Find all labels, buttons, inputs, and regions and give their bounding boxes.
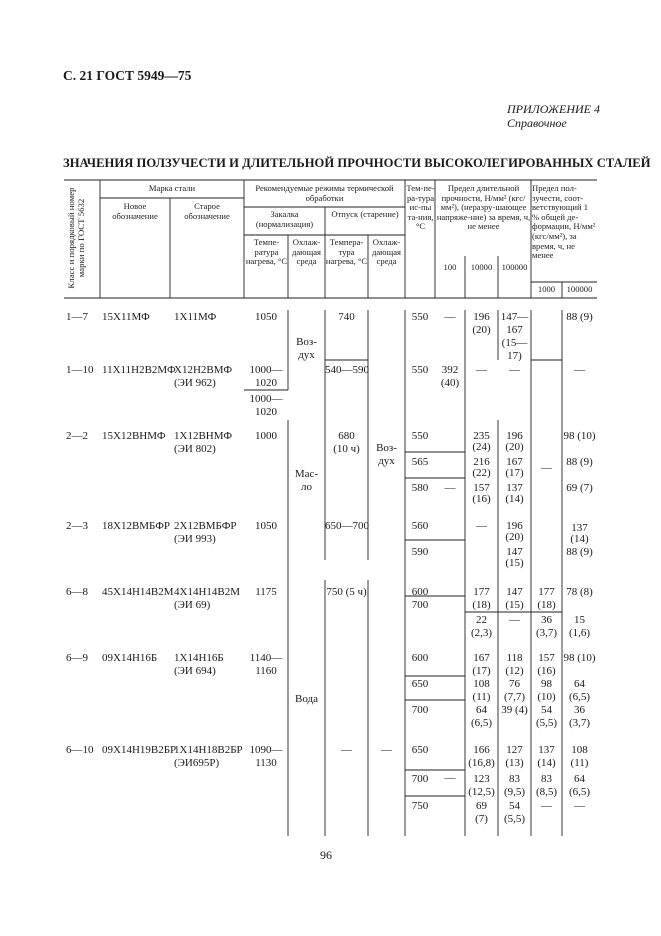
row-test-temp: 550 xyxy=(411,311,429,323)
row-strength-100000: (20) xyxy=(505,531,524,543)
test-temp-header: Тем-пе-ра-тура ис-пы та-ния, °C xyxy=(406,183,435,232)
row-creep-1000: 157 xyxy=(538,652,555,664)
row-test-temp: 565 xyxy=(411,456,429,468)
row-creep-100000: 98 (10) xyxy=(563,652,596,664)
row-quench-medium: дух xyxy=(298,349,315,361)
row-temper-medium: Воз- xyxy=(376,442,397,454)
row-strength-100000: (17) xyxy=(505,467,524,479)
row-class: 6—9 xyxy=(66,652,88,664)
row-creep-1000: (10) xyxy=(537,691,556,703)
row-strength-100000: 83 xyxy=(509,773,520,785)
row-strength-10000: — xyxy=(476,520,487,532)
appendix-note: Справочное xyxy=(507,116,567,130)
row-test-temp: 700 xyxy=(411,704,429,716)
row-quench-temp-alt: 1000— xyxy=(249,393,283,405)
row-old-grade: (ЭИ 802) xyxy=(174,443,216,455)
row-strength-10000: (12,5) xyxy=(468,786,495,798)
row-test-temp: 700 xyxy=(411,599,429,611)
row-temper-temp: 740 xyxy=(338,311,355,323)
row-strength-10000: 123 xyxy=(473,773,490,785)
row-quench-temp: 1090— xyxy=(249,744,283,756)
row-test-temp: 550 xyxy=(411,364,429,376)
row-temper-temp: 680 xyxy=(338,430,355,442)
row-creep-100000: 36 xyxy=(574,704,585,716)
heat-treatment-header: Рекомендуемые режимы термической обработки xyxy=(255,183,394,203)
row-test-temp: 550 xyxy=(411,430,429,442)
row-creep-1000: (18) xyxy=(537,599,556,611)
row-creep-1000: 137 xyxy=(538,744,555,756)
row-quench-medium: Вода xyxy=(295,693,318,705)
row-temper-temp: 750 (5 ч) xyxy=(326,586,367,598)
row-creep-100000: 78 (8) xyxy=(566,586,593,598)
row-strength-100000: (12) xyxy=(505,665,524,677)
row-strength-10000: 235 xyxy=(473,430,490,442)
strength-col-100: 100 xyxy=(443,262,457,272)
row-test-temp: 580 xyxy=(411,482,429,494)
row-creep-100000: — xyxy=(574,364,585,376)
old-designation-header: Старое обозначение xyxy=(184,201,230,221)
new-designation-header: Новое обозначение xyxy=(112,201,158,221)
row-strength-100000: 167 xyxy=(506,456,523,468)
row-quench-temp: 1130 xyxy=(255,757,277,769)
quench-medium-header: Охлаж-дающая среда xyxy=(292,237,321,267)
row-quench-temp: 1160 xyxy=(255,665,277,677)
row-strength-100000: — xyxy=(509,614,520,626)
row-creep-1000: (16) xyxy=(537,665,556,677)
row-creep-100000: (6,5) xyxy=(568,691,591,703)
row-strength-10000: — xyxy=(476,364,487,376)
row-strength-10000: (16) xyxy=(472,493,491,505)
row-old-grade: 1Х12ВНМФ xyxy=(174,430,233,442)
row-creep-100000: (3,7) xyxy=(568,717,591,729)
row-test-temp: 590 xyxy=(411,546,429,558)
quenching-header: Закалка (нормализация) xyxy=(255,209,314,229)
row-strength-100000: (15) xyxy=(505,557,524,569)
row-test-temp: 560 xyxy=(411,520,429,532)
row-strength-10000: (20) xyxy=(472,324,491,336)
row-test-temp: 600 xyxy=(411,652,429,664)
row-creep-100000: 64 xyxy=(574,773,585,785)
row-old-grade: 1Х11МФ xyxy=(174,311,217,323)
row-creep-100000: 137 xyxy=(571,522,588,534)
row-strength-100: — xyxy=(444,772,456,784)
row-strength-100: 392 xyxy=(441,364,459,376)
row-test-temp: 650 xyxy=(411,678,429,690)
row-old-grade: 4Х14Н14В2М xyxy=(174,586,241,598)
strength-col-10000: 10000 xyxy=(470,262,493,272)
page-header: С. 21 ГОСТ 5949—75 xyxy=(63,68,192,83)
row-creep-100000: 88 (9) xyxy=(566,546,593,558)
row-strength-10000: 64 xyxy=(476,704,487,716)
row-strength-10000: 69 xyxy=(476,800,487,812)
row-class: 1—10 xyxy=(66,364,94,376)
row-strength-100000: (20) xyxy=(505,441,524,453)
row-strength-100: (40) xyxy=(440,377,460,389)
row-strength-100000: 137 xyxy=(506,482,523,494)
row-class: 6—8 xyxy=(66,586,88,598)
row-strength-10000: (11) xyxy=(472,691,491,703)
row-quench-temp: 1000 xyxy=(255,430,277,442)
row-new-grade: 45Х14Н14В2М xyxy=(102,586,174,598)
row-old-grade: (ЭИ 993) xyxy=(174,533,216,545)
row-temper-temp: (10 ч) xyxy=(333,443,360,455)
row-quench-medium: Мас- xyxy=(294,468,319,480)
row-creep-1000: (8,5) xyxy=(535,786,558,798)
row-temper-temp: — xyxy=(341,744,352,756)
row-strength-100000: 118 xyxy=(506,652,523,664)
row-test-temp: 650 xyxy=(411,744,429,756)
creep-col-1000: 1000 xyxy=(537,284,556,294)
temper-temp-header: Темпера-тура нагрева, °C xyxy=(325,237,368,267)
row-creep-100000: 64 xyxy=(574,678,585,690)
row-strength-100000: (7,7) xyxy=(503,691,526,703)
appendix-label: ПРИЛОЖЕНИЕ 4 xyxy=(507,102,600,116)
row-creep-1000: — xyxy=(541,800,552,812)
row-creep-1000: (14) xyxy=(537,757,556,769)
strength-col-100000: 100000 xyxy=(501,262,528,272)
row-strength-10000: 157 xyxy=(473,482,490,494)
row-strength-10000: (6,5) xyxy=(470,717,493,729)
row-old-grade: (ЭИ695Р) xyxy=(174,757,220,769)
row-strength-100000: — xyxy=(509,364,520,376)
row-strength-100000: 196 xyxy=(506,430,523,442)
row-strength-100000: (15— xyxy=(501,337,528,349)
row-creep-100000: — xyxy=(574,800,585,812)
row-strength-100000: 17) xyxy=(507,350,522,362)
row-strength-10000: (16,8) xyxy=(468,757,495,769)
row-quench-temp: 1175 xyxy=(255,586,277,598)
row-strength-10000: (17) xyxy=(472,665,491,677)
class-column-header: Класс и порядковый номер марки по ГОСТ 5632 xyxy=(66,187,86,289)
row-strength-100000: (13) xyxy=(505,757,524,769)
row-creep-100000: (6,5) xyxy=(568,786,591,798)
row-strength-100000: 54 xyxy=(509,800,520,812)
row-strength-10000: 167 xyxy=(473,652,490,664)
row-creep-1000: (5,5) xyxy=(535,717,558,729)
row-strength-10000: (2,3) xyxy=(470,627,493,639)
row-class: 6—10 xyxy=(66,744,94,756)
row-strength-10000: 166 xyxy=(473,744,490,756)
row-creep-1000: 83 xyxy=(541,773,552,785)
row-strength-10000: 196 xyxy=(473,311,490,323)
row-quench-temp-alt: 1020 xyxy=(255,406,277,418)
row-new-grade: 15Х12ВНМФ xyxy=(102,430,166,442)
row-quench-medium: Воз- xyxy=(296,336,317,348)
row-strength-100000: 127 xyxy=(506,744,523,756)
row-strength-100000: (9,5) xyxy=(503,786,526,798)
row-strength-10000: (24) xyxy=(472,441,491,453)
row-class: 2—3 xyxy=(66,520,88,532)
row-strength-100000: 76 xyxy=(509,678,520,690)
row-temper-medium: — xyxy=(381,744,392,756)
row-quench-temp: 1050 xyxy=(255,311,277,323)
row-quench-temp: 1000— xyxy=(249,364,283,376)
row-strength-100000: 147 xyxy=(506,546,523,558)
row-creep-100000: 88 (9) xyxy=(566,311,593,323)
row-test-temp: 600 xyxy=(411,586,429,598)
row-creep-100000: (11) xyxy=(570,757,589,769)
row-class: 2—2 xyxy=(66,430,88,442)
row-creep-1000: 177 xyxy=(538,586,555,598)
row-strength-10000: 216 xyxy=(473,456,490,468)
page-number: 96 xyxy=(320,848,332,862)
row-creep-100000: (1,6) xyxy=(568,627,591,639)
row-creep-100000: 108 xyxy=(571,744,588,756)
table-title: ЗНАЧЕНИЯ ПОЛЗУЧЕСТИ И ДЛИТЕЛЬНОЙ ПРОЧНОСТИ ВЫСОКОЛЕГИРОВАННЫХ СТАЛЕЙ xyxy=(63,156,651,170)
row-strength-100000: 196 xyxy=(506,520,523,532)
row-strength-100000: 167 xyxy=(506,324,523,336)
row-strength-100: — xyxy=(444,311,456,323)
row-temper-temp: 540—590 xyxy=(325,364,369,376)
row-strength-10000: 177 xyxy=(473,586,490,598)
row-creep-1000: 54 xyxy=(541,704,552,716)
row-new-grade: 09Х14Н19В2БР xyxy=(102,744,177,756)
row-quench-temp: 1140— xyxy=(249,652,283,664)
row-strength-100000: (14) xyxy=(505,493,524,505)
row-old-grade: (ЭИ 69) xyxy=(174,599,211,611)
row-quench-temp: 1020 xyxy=(255,377,277,389)
row-quench-temp: 1050 xyxy=(255,520,277,532)
strength-header: Предел длительной прочности, Н/мм² (кгс/мм²), (неразру-шающее напряже-ние) за время, ч, не менее xyxy=(436,183,531,232)
row-creep-1000: 98 xyxy=(541,678,552,690)
row-strength-100000: 147— xyxy=(500,311,529,323)
row-creep-100000: 88 (9) xyxy=(566,456,593,468)
row-new-grade: 15Х11МФ xyxy=(102,311,150,323)
row-new-grade: 09Х14Н16Б xyxy=(102,652,158,664)
row-strength-10000: 22 xyxy=(476,614,487,626)
row-creep-100000: 15 xyxy=(574,614,585,626)
row-old-grade: 1Х14Н16Б xyxy=(174,652,224,664)
row-creep-100000: (14) xyxy=(570,533,589,545)
row-old-grade: 1Х14Н18В2БР xyxy=(174,744,243,756)
row-class: 1—7 xyxy=(66,311,88,323)
row-new-grade: 18Х12ВМБФР xyxy=(102,520,171,532)
row-strength-100000: (5,5) xyxy=(503,813,526,825)
row-test-temp: 700 xyxy=(411,773,429,785)
row-creep-1000: (3,7) xyxy=(535,627,558,639)
row-creep-1000: 36 xyxy=(541,614,552,626)
row-strength-100: — xyxy=(444,482,456,494)
row-new-grade: 11Х11Н2В2МФ xyxy=(102,364,176,376)
row-strength-10000: (22) xyxy=(472,467,491,479)
row-strength-10000: (7) xyxy=(475,813,488,825)
creep-header: Предел пол-зучести, соот-ветствующий 1 % общей де-формации, Н/мм² (кгс/мм²), за время, ч, не менее xyxy=(532,183,596,261)
steel-grade-header: Марка стали xyxy=(148,183,196,193)
row-test-temp: 750 xyxy=(411,800,429,812)
row-creep-100000: 69 (7) xyxy=(566,482,593,494)
row-strength-100000: (15) xyxy=(505,599,524,611)
row-temper-temp: 650—700 xyxy=(325,520,369,532)
quench-temp-header: Темпе-ратура нагрева, °C xyxy=(245,237,288,267)
temper-medium-header: Охлаж-дающая среда xyxy=(372,237,401,267)
row-creep-100000: 98 (10) xyxy=(563,430,596,442)
row-temper-medium: дух xyxy=(378,455,395,467)
row-strength-10000: (18) xyxy=(472,599,491,611)
row-strength-100000: 39 (4) xyxy=(501,704,528,716)
creep-col-100000: 100000 xyxy=(566,284,593,294)
row-old-grade: (ЭИ 694) xyxy=(174,665,216,677)
tempering-header: Отпуск (старение) xyxy=(331,209,399,219)
row-old-grade: (ЭИ 962) xyxy=(174,377,216,389)
row-creep-1000: — xyxy=(541,462,552,474)
row-old-grade: 2Х12ВМБФР xyxy=(174,520,237,532)
row-strength-100000: 147 xyxy=(506,586,523,598)
row-strength-10000: 108 xyxy=(473,678,490,690)
row-old-grade: Х12Н2ВМФ xyxy=(174,364,233,376)
row-quench-medium: ло xyxy=(301,481,312,493)
